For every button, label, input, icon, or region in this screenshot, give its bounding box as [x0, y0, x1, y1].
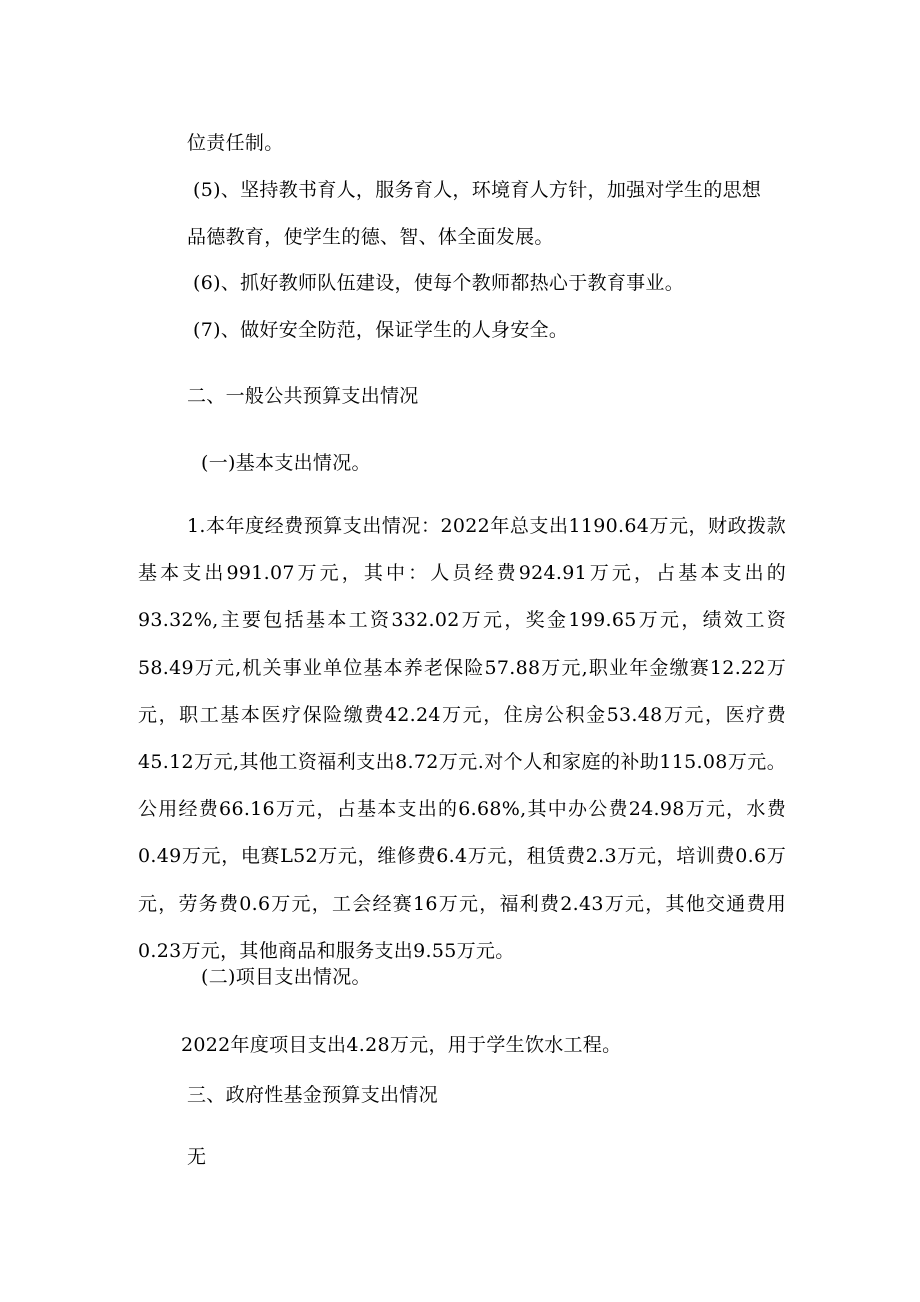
- section-3-heading: 三、政府性基金预算支出情况: [187, 1084, 438, 1106]
- section-2-heading: 二、一般公共预算支出情况: [187, 385, 419, 407]
- list-item-5-line1: (5)、坚持教书育人，服务育人，环境育人方针，加强对学生的思想: [193, 179, 762, 201]
- subsection-basic-expenditure-heading: (一)基本支出情况。: [201, 452, 371, 474]
- subsection-project-expenditure-heading: (二)项目支出情况。: [201, 966, 371, 988]
- list-item-5-line2: 品德教育，使学生的德、智、体全面发展。: [187, 226, 554, 248]
- project-expenditure-paragraph: 2022年度项目支出4.28万元，用于学生饮水工程。: [181, 1034, 622, 1056]
- basic-expenditure-paragraph: [138, 503, 786, 975]
- list-item-6: (6)、抓好教师队伍建设，使每个教师都热心于教育事业。: [193, 272, 685, 294]
- section-3-content: 无: [187, 1146, 207, 1168]
- basic-expenditure-text: 1.本年度经费预算支出情况：2022年总支出1190.64万元，财政拨款基本支出991.07万元，其中：人员经费924.91万元，占基本支出的93.32%,主要包括基本工资332.02万元，奖金199.65万元，绩效工资58.49万元,机关事业单位基本养老保险57.88万元,职业年金缴赛12.22万元，职工基本医疗保险缴费42.24万元，住房公积金53.48万元，医疗费45.12万元,其他工资福利支出8.72万元.对个人和家庭的补助115.08万元。公用经费66.16万元，占基本支出的6.68%,其中办公费24.98万元，水费0.49万元，电赛L52万元，维修费6.4万元，租赁费2.3万元，培训费0.6万元，劳务费0.6万元，工会经赛16万元，福利费2.43万元，其他交通费用0.23万元，其他商品和服务支出9.55万元。: [138, 515, 786, 962]
- list-item-7: (7)、做好安全防范，保证学生的人身安全。: [193, 319, 569, 341]
- intro-line: 位责任制。: [187, 132, 284, 154]
